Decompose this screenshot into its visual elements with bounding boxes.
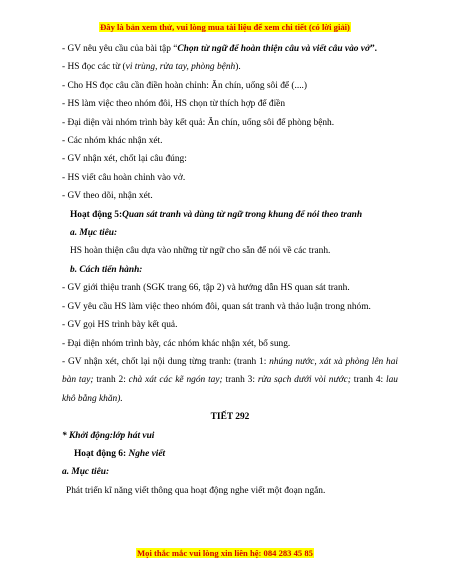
paragraph-line: - Cho HS đọc câu cần điền hoàn chỉnh: Ăn chín, uống sôi để (....) — [62, 80, 307, 91]
text-run: - HS đọc các từ ( — [62, 62, 126, 73]
goal-heading: a. Mục tiêu: — [62, 467, 110, 478]
method-heading: b. Cách tiến hành: — [70, 264, 143, 275]
warmup-text: lớp hát vui — [112, 430, 155, 441]
paragraph-picture-summary — [62, 353, 398, 408]
contact-notice-text: Mọi thắc mắc vui lòng xin liên hệ: 084 283 45 85 — [137, 548, 313, 558]
activity-title: Nghe viết — [128, 448, 166, 459]
paragraph-line: - HS viết câu hoàn chỉnh vào vở. — [62, 172, 186, 183]
text-run: tranh 3: — [222, 375, 258, 386]
text-run: tranh 4: — [350, 375, 387, 386]
lesson-heading: TIẾT 292 — [210, 412, 250, 423]
task-title: Chọn từ ngữ để hoàn thiện câu và viết câu vào vở — [177, 44, 370, 54]
text-run: - GV nêu yêu cầu của bài tập “ — [62, 44, 178, 54]
goal-heading: a. Mục tiêu: — [70, 228, 118, 239]
activity-title: Quan sát tranh và dùng từ ngữ trong khung để nói theo tranh — [122, 209, 363, 220]
contact-notice-banner — [0, 548, 450, 558]
document-body — [62, 40, 398, 500]
picture-3-text: rửa sạch dưới vòi nước; — [257, 375, 351, 386]
activity-label: Hoạt động 5: — [70, 209, 123, 220]
text-run: tranh 2: — [93, 375, 129, 386]
word-list: vi trùng, rửa tay, phòng bệnh — [125, 62, 236, 73]
paragraph-line: - GV giới thiệu tranh (SGK trang 66, tập 2) và hướng dẫn HS quan sát tranh. — [62, 283, 350, 294]
activity-5-heading — [62, 206, 398, 224]
preview-notice-banner — [0, 22, 450, 32]
paragraph-read-words — [62, 58, 398, 76]
paragraph-line: - GV theo dõi, nhận xét. — [62, 191, 153, 202]
paragraph-line: HS hoàn thiện câu dựa vào những từ ngữ cho sẵn để nói về các tranh. — [70, 246, 331, 257]
paragraph-line: - GV yêu cầu HS làm việc theo nhóm đôi, quan sát tranh và thảo luận trong nhóm. — [62, 301, 371, 312]
paragraph-line: - Đại diện vài nhóm trình bày kết quả: Ăn chín, uống sôi để phòng bệnh. — [62, 117, 335, 128]
picture-2-text: chà xát các kẽ ngón tay; — [128, 375, 223, 386]
paragraph-line: - Các nhóm khác nhận xét. — [62, 136, 163, 147]
paragraph-line: - GV nhận xét, chốt lại câu đúng: — [62, 154, 187, 165]
warmup-line — [62, 427, 398, 445]
paragraph-line: - HS làm việc theo nhóm đôi, HS chọn từ thích hợp để điền — [62, 99, 286, 110]
activity-label: Hoạt động 6: — [74, 448, 129, 459]
paragraph-line: - GV gọi HS trình bày kết quả. — [62, 320, 178, 331]
paragraph-line: - Đại diện nhóm trình bày, các nhóm khác nhận xét, bổ sung. — [62, 338, 291, 349]
paragraph-task-intro — [62, 40, 398, 58]
warmup-label: * Khởi động: — [62, 430, 113, 441]
text-run: - GV nhận xét, chốt lại nội dung từng tranh: (tranh 1: — [62, 356, 270, 367]
paragraph-line: Phát triển kĩ năng viết thông qua hoạt động nghe viết một đoạn ngắn. — [66, 485, 326, 496]
picture-1-text: nhúng nước, xát xà phòng lên hai bàn tay; — [62, 356, 398, 386]
text-run: ). — [235, 62, 241, 73]
preview-notice-text: Đây là bản xem thử, vui lòng mua tài liệu để xem chi tiết (có lời giải) — [100, 22, 350, 32]
text-run: ”. — [369, 44, 378, 54]
picture-4-text: lau khô bằng khăn). — [62, 375, 398, 404]
activity-6-heading — [62, 445, 398, 463]
